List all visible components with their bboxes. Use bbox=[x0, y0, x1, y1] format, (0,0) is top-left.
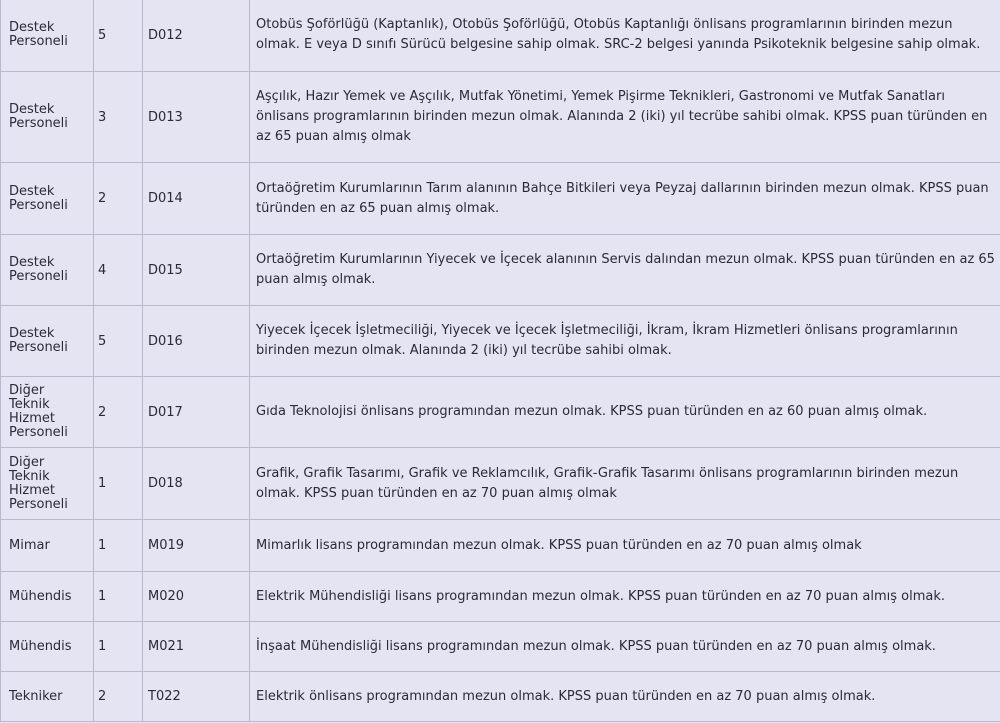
position-count-cell: 2 bbox=[94, 672, 143, 722]
position-requirements-cell: Elektrik Mühendisliği lisans programından mezun olmak. KPSS puan türünden en az 70 puan almış olmak. bbox=[250, 572, 1000, 622]
position-code-cell: D012 bbox=[143, 0, 250, 72]
position-count-cell: 3 bbox=[94, 72, 143, 163]
position-title-cell: Destek Personeli bbox=[1, 235, 94, 306]
table-row bbox=[1, 572, 1000, 622]
table-row bbox=[1, 377, 1000, 448]
position-requirements-cell: Otobüs Şoförlüğü (Kaptanlık), Otobüs Şoförlüğü, Otobüs Kaptanlığı önlisans programlarının birinden mezun olmak. E veya D sınıfı Sürücü belgesine sahip olmak. SRC-2 belgesi yanında Psikoteknik belgesine sahip olmak. bbox=[250, 0, 1000, 72]
position-requirements-cell: Ortaöğretim Kurumlarının Tarım alanının Bahçe Bitkileri veya Peyzaj dallarının birinden mezun olmak. KPSS puan türünden en az 65 puan almış olmak. bbox=[250, 163, 1000, 235]
position-count-cell: 1 bbox=[94, 572, 143, 622]
position-code-cell: M019 bbox=[143, 520, 250, 572]
position-requirements-cell: İnşaat Mühendisliği lisans programından mezun olmak. KPSS puan türünden en az 70 puan almış olmak. bbox=[250, 622, 1000, 672]
position-requirements-cell: Grafik, Grafik Tasarımı, Grafik ve Reklamcılık, Grafik-Grafik Tasarımı önlisans programlarının birinden mezun olmak. KPSS puan türünden en az 70 puan almış olmak bbox=[250, 448, 1000, 520]
position-title-cell: Mühendis bbox=[1, 572, 94, 622]
position-code-cell: D015 bbox=[143, 235, 250, 306]
position-code-cell: D013 bbox=[143, 72, 250, 163]
position-count-cell: 5 bbox=[94, 0, 143, 72]
position-count-cell: 1 bbox=[94, 622, 143, 672]
position-title-cell: Destek Personeli bbox=[1, 72, 94, 163]
position-requirements-cell: Ortaöğretim Kurumlarının Yiyecek ve İçecek alanının Servis dalından mezun olmak. KPSS puan türünden en az 65 puan almış olmak. bbox=[250, 235, 1000, 306]
position-title-cell: Destek Personeli bbox=[1, 163, 94, 235]
position-code-cell: D018 bbox=[143, 448, 250, 520]
table-row bbox=[1, 622, 1000, 672]
position-count-cell: 1 bbox=[94, 520, 143, 572]
position-code-cell: D017 bbox=[143, 377, 250, 448]
table-row bbox=[1, 448, 1000, 520]
position-title-cell: Destek Personeli bbox=[1, 306, 94, 377]
table-row bbox=[1, 520, 1000, 572]
position-code-cell: D014 bbox=[143, 163, 250, 235]
position-code-cell: D016 bbox=[143, 306, 250, 377]
table-row bbox=[1, 163, 1000, 235]
position-title-cell: Mühendis bbox=[1, 622, 94, 672]
position-count-cell: 2 bbox=[94, 377, 143, 448]
position-code-cell: M020 bbox=[143, 572, 250, 622]
position-code-cell: M021 bbox=[143, 622, 250, 672]
position-title-cell: Mimar bbox=[1, 520, 94, 572]
position-requirements-cell: Aşçılık, Hazır Yemek ve Aşçılık, Mutfak Yönetimi, Yemek Pişirme Teknikleri, Gastronomi ve Mutfak Sanatları önlisans programlarının birinden mezun olmak. Alanında 2 (iki) yıl tecrübe sahibi olmak. KPSS puan türünden en az 65 puan almış olmak bbox=[250, 72, 1000, 163]
position-code-cell: T022 bbox=[143, 672, 250, 722]
position-count-cell: 2 bbox=[94, 163, 143, 235]
table-row bbox=[1, 235, 1000, 306]
position-title-cell: Diğer Teknik Hizmet Personeli bbox=[1, 377, 94, 448]
position-requirements-cell: Elektrik önlisans programından mezun olmak. KPSS puan türünden en az 70 puan almış olmak. bbox=[250, 672, 1000, 722]
position-title-cell: Diğer Teknik Hizmet Personeli bbox=[1, 448, 94, 520]
position-requirements-cell: Yiyecek İçecek İşletmeciliği, Yiyecek ve İçecek İşletmeciliği, İkram, İkram Hizmetleri önlisans programlarının birinden mezun olmak. Alanında 2 (iki) yıl tecrübe sahibi olmak. bbox=[250, 306, 1000, 377]
position-requirements-cell: Gıda Teknolojisi önlisans programından mezun olmak. KPSS puan türünden en az 60 puan almış olmak. bbox=[250, 377, 1000, 448]
position-count-cell: 4 bbox=[94, 235, 143, 306]
position-requirements-cell: Mimarlık lisans programından mezun olmak. KPSS puan türünden en az 70 puan almış olmak bbox=[250, 520, 1000, 572]
table-row bbox=[1, 72, 1000, 163]
position-count-cell: 5 bbox=[94, 306, 143, 377]
table-row bbox=[1, 672, 1000, 722]
position-count-cell: 1 bbox=[94, 448, 143, 520]
position-title-cell: Destek Personeli bbox=[1, 0, 94, 72]
position-title-cell: Tekniker bbox=[1, 672, 94, 722]
table-row bbox=[1, 306, 1000, 377]
table-row bbox=[1, 0, 1000, 72]
